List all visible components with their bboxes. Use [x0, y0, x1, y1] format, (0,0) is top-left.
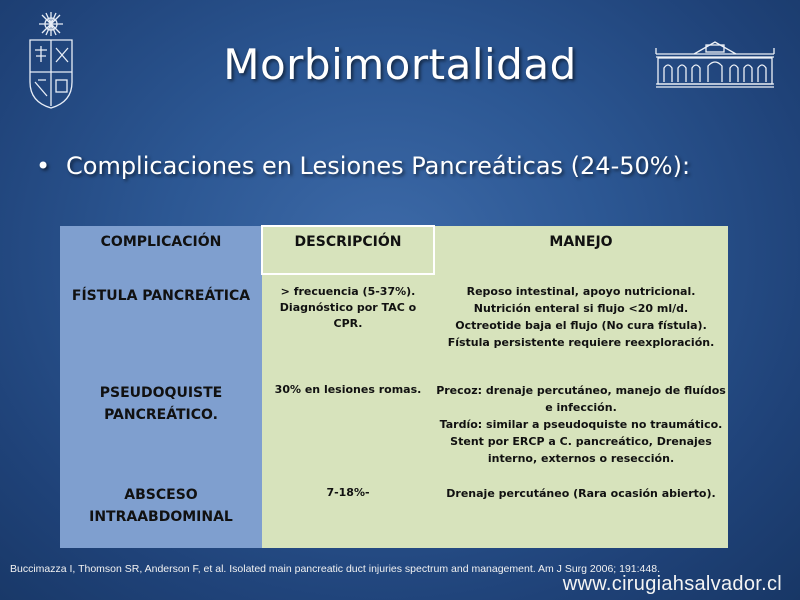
descripcion-header-highlight: [261, 225, 435, 275]
row2-manejo-line: Tardío: similar a pseudoquiste no traumático.: [439, 418, 723, 431]
row2-manejo-line: e infección.: [545, 401, 617, 414]
website-url: www.cirugiahsalvador.cl: [562, 573, 782, 595]
row3-descripcion-line: 7-18%-: [326, 486, 370, 499]
row2-complicacion-line: PSEUDOQUISTE: [99, 385, 223, 401]
row2-descripcion: [262, 382, 434, 398]
header-manejo: MANEJO: [549, 234, 613, 250]
row2-descripcion-line: 30% en lesiones romas.: [274, 383, 422, 396]
row3-manejo: [434, 485, 728, 502]
row2-complicacion: [60, 382, 262, 426]
row3-complicacion-line: INTRAABDOMINAL: [89, 509, 233, 525]
row2-manejo-line: interno, externos o resección.: [487, 452, 675, 465]
row1-complicacion: [60, 285, 262, 307]
row1-manejo: [434, 283, 728, 351]
bullet-point: [36, 152, 690, 180]
row2-manejo-line: Precoz: drenaje percutáneo, manejo de fluídos: [436, 384, 726, 397]
row1-manejo-line: Fístula persistente requiere reexploración.: [447, 336, 715, 349]
row2-manejo-line: Stent por ERCP a C. pancreático, Drenajes: [450, 435, 712, 448]
slide-title: Morbimortalidad: [223, 40, 577, 89]
row3-manejo-line: Drenaje percutáneo (Rara ocasión abierto).: [446, 487, 716, 500]
row1-manejo-line: Nutrición enteral si flujo <20 ml/d.: [473, 302, 689, 315]
row3-complicacion: [60, 484, 262, 528]
row1-descripcion-line: Diagnóstico por TAC o: [279, 301, 417, 314]
row3-descripcion: [262, 485, 434, 501]
bullet-text: Complicaciones en Lesiones Pancreáticas (24-50%):: [66, 152, 691, 180]
row3-complicacion-line: ABSCESO: [124, 487, 198, 503]
row1-manejo-line: Reposo intestinal, apoyo nutricional.: [466, 285, 696, 298]
row1-descripcion-line: CPR.: [333, 317, 363, 330]
row2-complicacion-line: PANCREÁTICO.: [104, 407, 218, 423]
row2-manejo: [434, 382, 728, 467]
bullet-dot-icon: •: [36, 152, 51, 180]
row1-complicacion-line: FÍSTULA PANCREÁTICA: [71, 288, 251, 304]
row1-descripcion: [262, 284, 434, 332]
header-descripcion: DESCRIPCIÓN: [294, 234, 402, 250]
row1-descripcion-line: > frecuencia (5-37%).: [280, 285, 416, 298]
reference-citation: Buccimazza I, Thomson SR, Anderson F, et al. Isolated main pancreatic duct injuries spectrum and management. Am J Surg 2006; 191:448.: [10, 563, 660, 575]
row1-manejo-line: Octreotide baja el flujo (No cura fístula).: [455, 319, 707, 332]
header-complicacion: COMPLICACIÓN: [100, 234, 222, 250]
